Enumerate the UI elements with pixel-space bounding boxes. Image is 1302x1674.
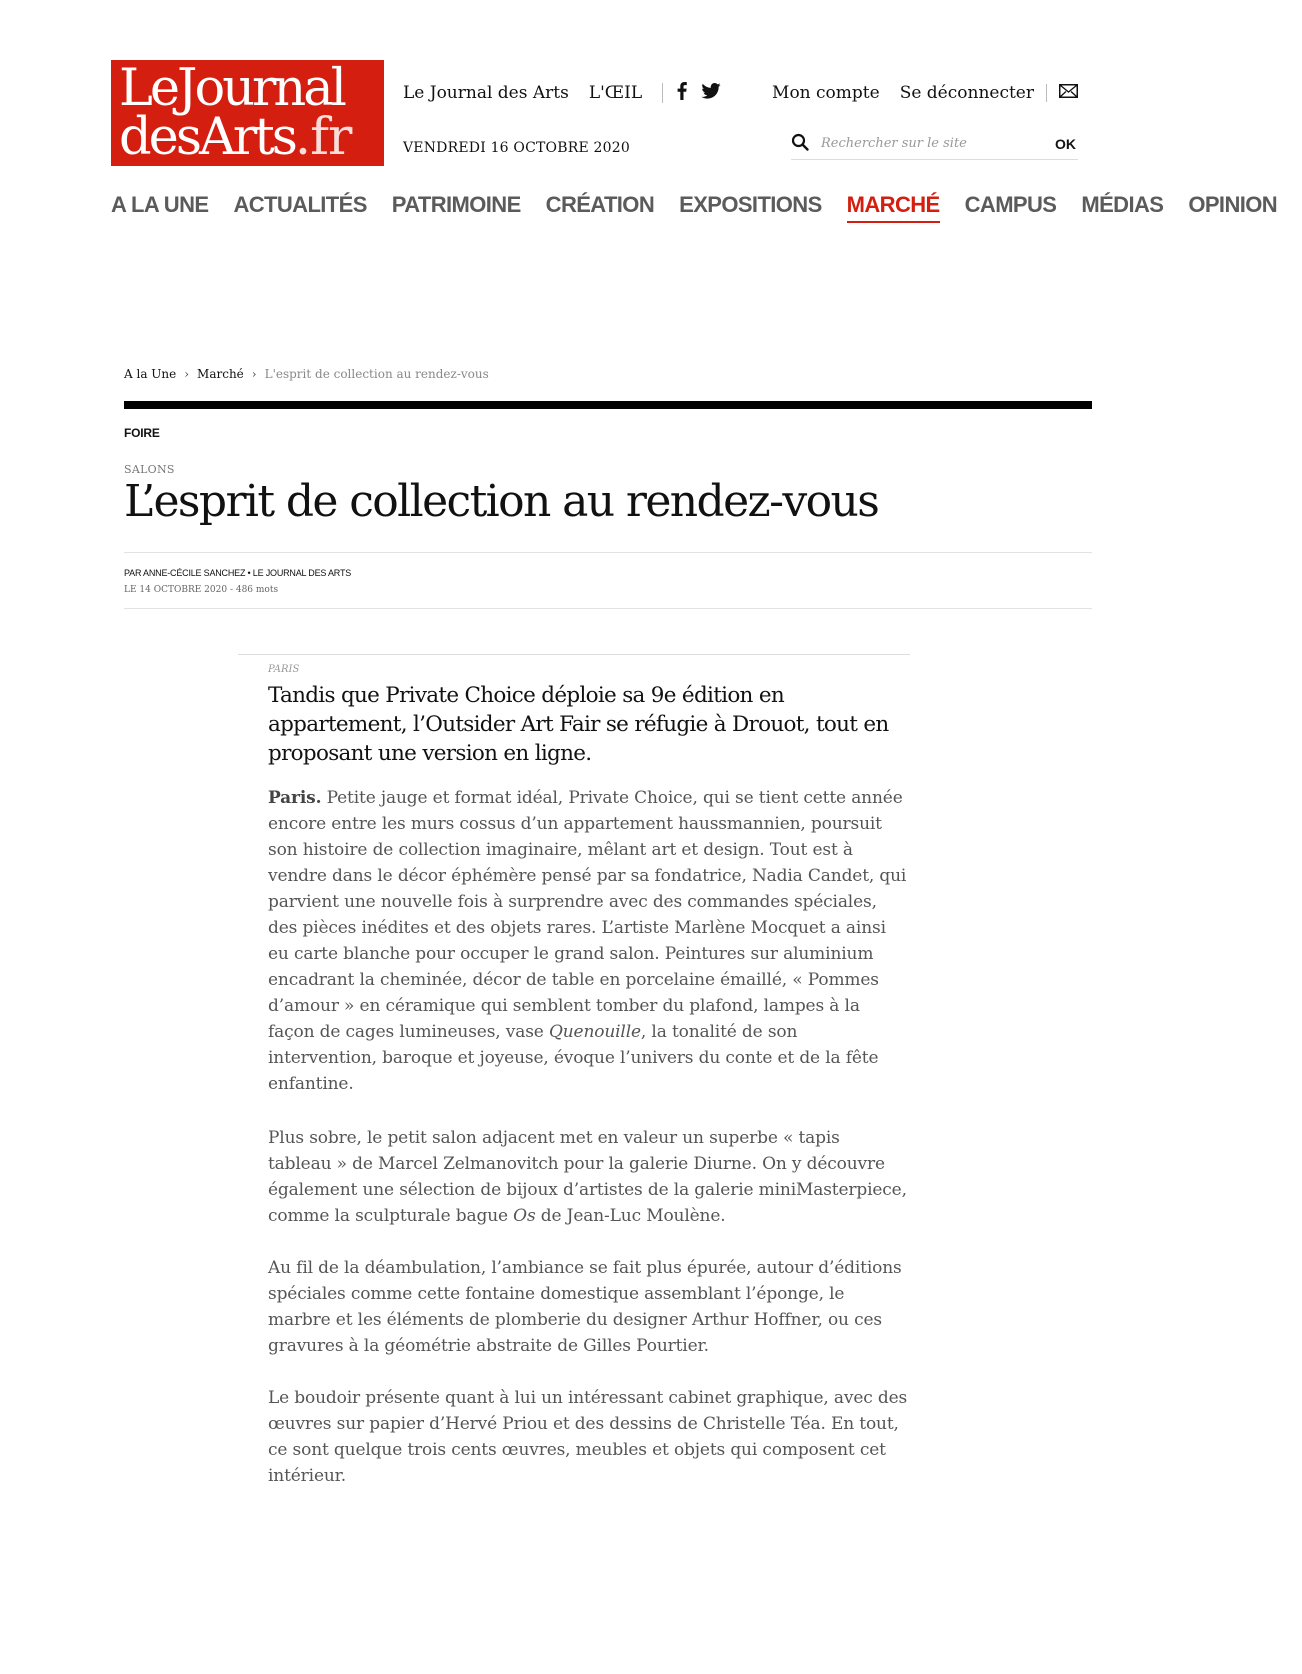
link-journal-des-arts[interactable]: Le Journal des Arts [403,83,569,103]
facebook-icon[interactable] [677,82,687,105]
search-icon[interactable] [791,133,809,155]
breadcrumb-home[interactable]: A la Une [124,367,177,381]
link-loeil[interactable]: L'ŒIL [588,83,643,103]
my-account-link[interactable]: Mon compte [772,83,880,103]
breadcrumb-current: L'esprit de collection au rendez-vous [264,367,489,381]
search-ok-button[interactable]: OK [1055,135,1076,152]
search-bar [791,128,1078,160]
breadcrumb-separator: › [184,367,190,381]
nav-expositions[interactable]: EXPOSITIONS [679,192,822,217]
paragraph: Au fil de la déambulation, l’ambiance se fait plus épurée, autour d’éditions spéciales comme cette fontaine domestique assemblant l’éponge, le marbre et les éléments de plomberie du designer Arthur Hoffner, ou ces gravures à la géométrie abstraite de Gilles Pourtier. [268,1258,902,1356]
nav-campus[interactable]: CAMPUS [964,192,1057,217]
mail-icon[interactable] [1059,83,1078,103]
current-date: VENDREDI 16 OCTOBRE 2020 [403,140,630,156]
breadcrumb-separator: › [251,367,257,381]
top-links [403,80,721,106]
header-rule [124,401,1092,409]
article-kicker[interactable]: FOIRE [124,426,160,440]
article-body [268,785,908,1515]
search-input[interactable] [809,136,1055,151]
breadcrumb [124,367,489,381]
logo-line-2: desArts.fr [119,108,352,167]
site-logo[interactable] [111,60,384,166]
paragraph: Paris. Petite jauge et format idéal, Private Choice, qui se tient cette année encore entre les murs cossus d’un appartement haussmannien, poursuit son histoire de collection imaginaire, mêlant art et design. Tout est à vendre dans le décor éphémère pensé par sa fondatrice, Nadia Candet, qui parvient une nouvelle fois à surprendre avec des commandes spéciales, des pièces inédites et des objets rares. L’artiste Marlène Mocquet a ainsi eu carte blanche pour occuper le grand salon. Peintures sur aluminium encadrant la cheminée, décor de table en porcelaine émaillé, « Pommes d’amour » en céramique qui semblent tomber du plafond, lampes à la façon de cages lumineuses, vase Quenouille, la tonalité de son intervention, baroque et joyeuse, évoque l’univers du conte et de la fête enfantine. [268,788,907,1094]
divider [124,608,1092,609]
article-title: L’esprit de collection au rendez-vous [124,476,879,527]
nav-creation[interactable]: CRÉATION [545,192,655,217]
article-meta: LE 14 OCTOBRE 2020 - 486 mots [124,585,279,595]
nav-a-la-une[interactable]: A LA UNE [111,192,209,217]
paragraph: Le boudoir présente quant à lui un intéressant cabinet graphique, avec des œuvres sur papier d’Hervé Priou et des dessins de Christelle Téa. En tout, ce sont quelque trois cents œuvres, meubles et objets qui composent cet intérieur. [268,1388,908,1486]
article-location: PARIS [268,664,300,675]
divider [662,83,663,103]
logout-link[interactable]: Se déconnecter [899,83,1034,103]
twitter-icon[interactable] [701,83,721,104]
nav-patrimoine[interactable]: PATRIMOINE [391,192,521,217]
paragraph: Plus sobre, le petit salon adjacent met en valeur un superbe « tapis tableau » de Marcel Zelmanovitch pour la galerie Diurne. On y découvre également une sélection de bijoux d’artistes de la galerie miniMasterpiece, comme la sculpturale bague Os de Jean-Luc Moulène. [268,1128,907,1226]
nav-actualites[interactable]: ACTUALITÉS [233,192,367,217]
nav-opinion[interactable]: OPINION [1188,192,1278,217]
breadcrumb-section[interactable]: Marché [197,367,244,381]
article-section: SALONS [124,463,175,476]
divider [238,654,910,655]
article-chapeau: Tandis que Private Choice déploie sa 9e édition en appartement, l’Outsider Art Fair se réfugie à Drouot, tout en proposant une version en ligne. [268,683,889,766]
divider [1046,84,1047,102]
account-links [752,80,1078,106]
nav-medias[interactable]: MÉDIAS [1081,192,1164,217]
nav-marche[interactable]: MARCHÉ [847,192,940,223]
article-byline: PAR ANNE-CÉCILE SANCHEZ • LE JOURNAL DES ARTS [124,568,352,578]
logo-line-1: LeJournal [119,59,344,118]
main-nav [111,192,1302,223]
divider [124,552,1092,553]
social-links [677,82,721,105]
